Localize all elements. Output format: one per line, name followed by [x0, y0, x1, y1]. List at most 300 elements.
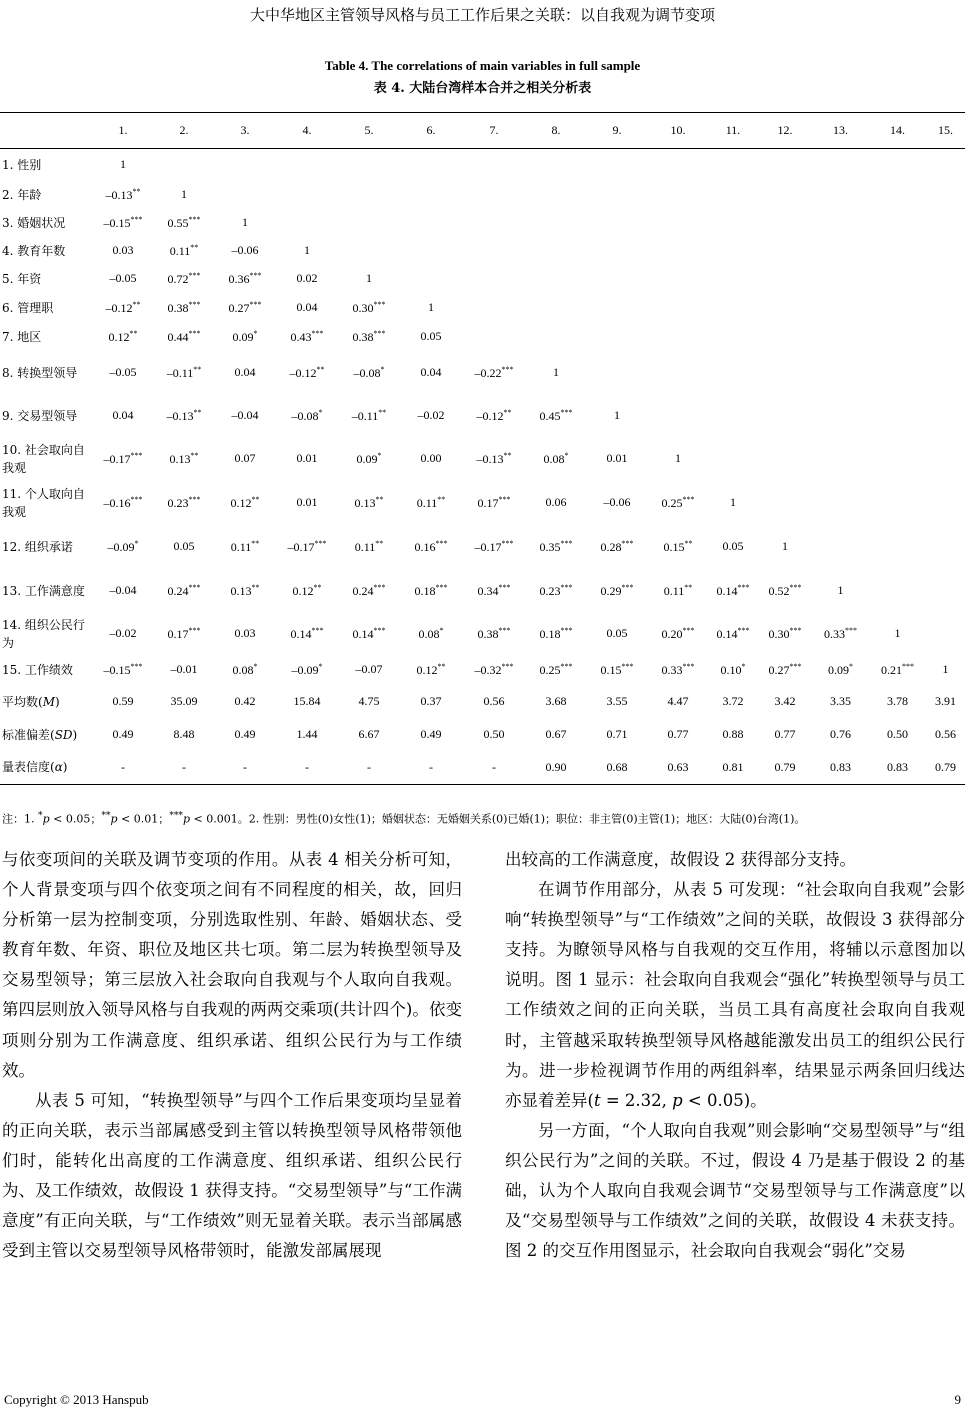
table-cell: –0.12** [289, 364, 325, 380]
table-cell: –0.17*** [474, 538, 514, 554]
table-cell: –0.02 [417, 408, 445, 422]
table-cell [812, 149, 869, 181]
table-cell [526, 149, 586, 181]
table-cell [758, 293, 812, 323]
table-cell [586, 323, 648, 351]
table-cell [926, 569, 965, 613]
table-row [0, 437, 965, 481]
table-cell: 0.90 [526, 751, 586, 785]
table-cell: 0.15** [663, 538, 693, 554]
table-cell [586, 351, 648, 395]
table-cell: 0.35*** [539, 538, 573, 554]
table-header-cell: 9. [586, 113, 648, 149]
table-cell: 0.56 [935, 727, 956, 741]
table-cell: 0.18*** [539, 625, 573, 641]
table-cell [648, 395, 708, 437]
table-cell [462, 265, 526, 293]
table-cell [708, 395, 758, 437]
table-cell: 0.38*** [352, 328, 386, 344]
table-cell: 1 [120, 157, 126, 172]
table-cell [526, 237, 586, 265]
table-cell: 1 [675, 451, 681, 465]
table-cell [926, 481, 965, 525]
table-header-cell: 8. [526, 113, 586, 149]
table-header-cell: 15. [926, 113, 965, 149]
table-note: 注：1. *p < 0.05；**p < 0.01；***p < 0.001。2. 性别：男性(0)女性(1)；婚姻状态：无婚姻关系(0)已婚(1)；职位：非主管(0)主管(1)；地区：大陆(0)台湾(1)。 [2, 810, 806, 826]
table-cell [648, 209, 708, 237]
table-cell: 0.04 [234, 365, 256, 379]
table-cell [648, 237, 708, 265]
table-cell: 0.44*** [167, 328, 201, 344]
table-row [0, 351, 965, 395]
table-cell [926, 181, 965, 209]
table-cell: 0.03 [112, 243, 134, 257]
table-cell [926, 395, 965, 437]
table-cell: 0.42 [234, 694, 256, 708]
table-cell [708, 351, 758, 395]
table-cell: 0.09* [828, 661, 853, 677]
table-cell [462, 181, 526, 209]
paragraph: 与依变项间的关联及调节变项的作用。从表 4 相关分析可知，个人背景变项与四个依变项之间有不同程度的相关，故，回归分析第一层为控制变项，分别选取性别、年龄、婚姻状态、受教育年数、年资、职位及地区共七项。第二层为转换型领导及交易型领导；第三层放入社会取向自我观与个人取向自我观。第四层则放入领导风格与自我观的两两交乘项(共计四个)。依变项则分别为工作满意度、组织承诺、组织公民行为与工作绩效。 [2, 850, 462, 1080]
row-label: 2. 年龄 [2, 187, 42, 202]
table-cell: 0.37 [420, 694, 442, 708]
table-cell [400, 149, 462, 181]
table-cell: –0.22*** [474, 364, 514, 380]
table-row [0, 481, 965, 525]
table-cell [648, 323, 708, 351]
table-cell: 1 [942, 662, 949, 676]
table-cell: 0.81 [708, 751, 758, 785]
table-cell: 0.13** [169, 450, 199, 466]
table-cell [812, 525, 869, 569]
table-cell [926, 351, 965, 395]
row-label: 12. 组织承诺 [2, 539, 73, 554]
table-cell [648, 149, 708, 181]
table-cell [214, 149, 276, 181]
table-cell: 0.52*** [768, 582, 802, 598]
table-header-cell: 2. [154, 113, 214, 149]
table-cell: –0.09* [107, 538, 139, 554]
table-cell: –0.06 [603, 495, 631, 509]
table-cell [400, 181, 462, 209]
table-cell: –0.04 [231, 408, 259, 422]
table-cell: 0.30*** [352, 299, 386, 315]
table-cell [338, 209, 400, 237]
table-cell: 0.49 [234, 727, 256, 741]
row-label: 量表信度(α) [0, 751, 92, 785]
row-label: 4. 教育年数 [2, 243, 66, 258]
table-cell: 0.27*** [768, 661, 802, 677]
table-cell: 0.05 [420, 329, 442, 343]
table-cell: 0.15*** [600, 661, 634, 677]
table-cell [869, 437, 926, 481]
table-cell: 0.11** [416, 494, 446, 510]
table-cell: 0.20*** [661, 625, 695, 641]
table-header-cell: 7. [462, 113, 526, 149]
table-cell [758, 237, 812, 265]
table-cell: 3.78 [887, 694, 908, 708]
table-cell: 0.13** [230, 582, 260, 598]
table-cell: 0.05 [173, 539, 195, 553]
table-cell [758, 181, 812, 209]
table-cell [276, 181, 338, 209]
table-cell: 0.08* [543, 450, 569, 466]
running-head: 大中华地区主管领导风格与员工工作后果之关联：以自我观为调节变项 [249, 6, 715, 24]
table-cell [869, 293, 926, 323]
table-row [0, 323, 965, 351]
table-cell: 0.43*** [290, 328, 324, 344]
table-cell: 0.17*** [167, 625, 201, 641]
row-label: 8. 转换型领导 [2, 365, 78, 380]
table-row [0, 293, 965, 323]
table-cell: 0.04 [296, 300, 318, 314]
table-cell [708, 181, 758, 209]
table-cell [926, 437, 965, 481]
table-cell [708, 323, 758, 351]
table-header-cell: 11. [708, 113, 758, 149]
table-cell [276, 209, 338, 237]
table-cell: 0.50 [483, 727, 505, 741]
table-cell [154, 149, 214, 181]
table-cell [926, 525, 965, 569]
table-cell: –0.16*** [103, 494, 143, 510]
table-cell: 4.75 [358, 694, 380, 708]
table-header-cell: 6. [400, 113, 462, 149]
table-cell: 0.49 [112, 727, 134, 741]
table-cell: 0.11** [663, 582, 693, 598]
table-cell: –0.06 [231, 243, 259, 257]
table-cell [526, 181, 586, 209]
table-cell: 1 [181, 187, 187, 201]
table-cell [812, 293, 869, 323]
table-cell: - [154, 751, 214, 785]
table-cell: –0.12** [476, 407, 512, 423]
table-cell: –0.08* [291, 407, 323, 423]
table-cell [869, 569, 926, 613]
table-cell [812, 181, 869, 209]
table-cell [869, 181, 926, 209]
table-cell: 0.05 [606, 626, 628, 640]
table-cell [926, 237, 965, 265]
table-cell: - [92, 751, 154, 785]
table-cell: 0.09* [356, 450, 382, 466]
table-cell: –0.32*** [474, 661, 514, 677]
row-label: 标准偏差(SD) [2, 727, 78, 742]
table-cell [869, 149, 926, 181]
table-cell: 1 [366, 271, 372, 285]
table-cell: 3.72 [722, 694, 744, 708]
table-cell: 0.02 [296, 271, 318, 285]
table-cell [758, 209, 812, 237]
table-cell: 0.14*** [716, 625, 750, 641]
table-cell: 6.67 [358, 727, 380, 741]
table-header-cell: 12. [758, 113, 812, 149]
table-cell: –0.15*** [103, 661, 143, 677]
table-cell: 0.29*** [600, 582, 634, 598]
table-cell [708, 237, 758, 265]
table-cell [869, 525, 926, 569]
table-cell: –0.13** [166, 407, 202, 423]
table-cell [648, 265, 708, 293]
table-cell: 0.67 [545, 727, 567, 741]
table-cell [586, 209, 648, 237]
table-cell: 0.33*** [824, 625, 857, 641]
table-cell: 15.84 [293, 694, 321, 708]
table-cell: 0.04 [420, 365, 442, 379]
table-cell [926, 149, 965, 181]
body-column-left [2, 845, 462, 1266]
table-row [0, 655, 965, 685]
table-cell [812, 265, 869, 293]
table-cell: - [338, 751, 400, 785]
table-cell: 0.12** [108, 328, 138, 344]
table-cell: 3.91 [935, 694, 956, 708]
table-cell: 1 [428, 300, 434, 314]
table-cell: 4.47 [667, 694, 689, 708]
table-cell: 0.30*** [768, 625, 802, 641]
table-cell: 0.68 [586, 751, 648, 785]
table-cell: 0.16*** [414, 538, 448, 554]
table-cell [758, 437, 812, 481]
table-cell: 0.72*** [167, 270, 201, 286]
table-row [0, 751, 965, 785]
table-cell: –0.08* [353, 364, 385, 380]
table-cell [869, 237, 926, 265]
table-cell: 0.14*** [716, 582, 750, 598]
table-cell: –0.12** [105, 299, 141, 315]
table-cell [586, 237, 648, 265]
table-cell: 0.13** [354, 494, 384, 510]
table-cell: 0.79 [926, 751, 965, 785]
row-label: 13. 工作满意度 [2, 583, 85, 598]
row-label: 7. 地区 [2, 329, 42, 344]
table-cell [708, 437, 758, 481]
row-label: 10. 社会取向自我观 [2, 442, 85, 475]
table-header-cell: 14. [869, 113, 926, 149]
table-cell: 0.56 [483, 694, 505, 708]
table-cell: 0.11** [354, 538, 384, 554]
table-cell: 0.59 [112, 694, 134, 708]
table-cell: 0.03 [234, 626, 256, 640]
table-cell [926, 265, 965, 293]
table-cell: –0.17*** [103, 450, 143, 466]
table-cell [400, 237, 462, 265]
table-header-cell: 10. [648, 113, 708, 149]
table-cell [869, 395, 926, 437]
table-cell [526, 323, 586, 351]
table-cell: 0.55*** [167, 214, 201, 230]
table-cell: –0.15*** [103, 214, 143, 230]
table-cell: –0.04 [109, 583, 137, 597]
table-cell [812, 351, 869, 395]
table-cell: 0.14*** [290, 625, 324, 641]
paragraph: 另一方面，“个人取向自我观”则会影响“交易型领导”与“组织公民行为”之间的关联。不过，假设 4 乃是基于假设 2 的基础，认为个人取向自我观会调节“交易型领导与工作满意度”以及“交易型领导与工作绩效”之间的关联，故假设 4 未获支持。图 2 的交互作用图显示，社会取向自我观会“弱化”交易 [505, 1120, 965, 1261]
table-cell: 0.25*** [539, 661, 573, 677]
table-cell: 0.12** [230, 494, 260, 510]
table-cell: 0.23*** [539, 582, 573, 598]
table-cell: 0.71 [606, 727, 628, 741]
table-cell [708, 209, 758, 237]
table-cell: –0.09* [291, 661, 323, 677]
table-cell: 0.77 [774, 727, 796, 741]
table-cell [758, 395, 812, 437]
table-cell: 0.06 [545, 495, 567, 509]
table-cell [214, 181, 276, 209]
table-cell [869, 265, 926, 293]
row-label: 6. 管理职 [2, 300, 54, 315]
table-cell: 0.07 [234, 451, 256, 465]
table-cell [812, 437, 869, 481]
table-cell: 0.45*** [539, 407, 573, 423]
row-label: 9. 交易型领导 [2, 408, 78, 423]
table-cell: 0.24*** [352, 582, 386, 598]
table-cell: 0.18*** [414, 582, 448, 598]
table-cell: 0.00 [420, 451, 442, 465]
table-row [0, 209, 965, 237]
table-cell: 0.49 [420, 727, 442, 741]
table-cell [708, 293, 758, 323]
table-cell [812, 323, 869, 351]
table-cell: –0.07 [355, 662, 383, 676]
table-cell: 1 [553, 365, 559, 379]
paragraph: 从表 5 可知，“转换型领导”与四个工作后果变项均呈显着的正向关联，表示当部属感受到主管以转换型领导风格带领他们时，能转化出高度的工作满意度、组织承诺、组织公民行为、及工作绩效，故假设 1 获得支持。“交易型领导”与“工作满意度”有正向关联，与“工作绩效”则无显着关联。表示当部属感受到主管以交易型领导风格带领时，能激发部属展现 [2, 1090, 462, 1261]
table-cell [926, 323, 965, 351]
table-cell [276, 149, 338, 181]
table-cell: 8.48 [173, 727, 195, 741]
table-cell: 3.35 [830, 694, 851, 708]
table-cell [708, 149, 758, 181]
table-cell: 1 [304, 243, 310, 257]
table-cell [758, 265, 812, 293]
correlation-table [0, 112, 965, 785]
table-cell: 1 [730, 495, 736, 509]
table-cell: 1.44 [296, 727, 318, 741]
table-cell: 0.50 [887, 727, 908, 741]
table-cell: –0.05 [109, 365, 137, 379]
table-cell [812, 395, 869, 437]
table-cell: –0.13** [105, 186, 141, 202]
table-cell: 0.21*** [881, 661, 914, 677]
table-cell: 0.14*** [352, 625, 386, 641]
table-cell: 0.38*** [477, 625, 511, 641]
table-cell: 0.27*** [228, 299, 262, 315]
table-row [0, 719, 965, 751]
table-cell: 1 [782, 539, 788, 553]
table-cell: 1 [894, 626, 901, 640]
table-cell [400, 209, 462, 237]
row-label: 3. 婚姻状况 [2, 215, 66, 230]
table-cell: 0.76 [830, 727, 851, 741]
table-cell: 0.23*** [167, 494, 201, 510]
table-cell: 0.83 [812, 751, 869, 785]
table-cell: 0.88 [722, 727, 744, 741]
table-cell: 3.42 [774, 694, 796, 708]
table-caption-en: Table 4. The correlations of main variables in full sample [324, 58, 641, 73]
table-cell: 0.25*** [661, 494, 695, 510]
table-cell: –0.02 [109, 626, 137, 640]
table-cell: 0.05 [722, 539, 744, 553]
table-cell [926, 209, 965, 237]
table-cell: 0.04 [112, 408, 134, 422]
table-cell: 0.01 [296, 451, 318, 465]
table-cell [758, 481, 812, 525]
row-label: 11. 个人取向自我观 [2, 486, 85, 519]
table-cell: –0.01 [170, 662, 198, 676]
table-cell [462, 149, 526, 181]
table-cell [926, 293, 965, 323]
table-row [0, 613, 965, 655]
table-cell [462, 293, 526, 323]
table-cell [586, 181, 648, 209]
table-header-cell: 13. [812, 113, 869, 149]
paragraph: 在调节作用部分，从表 5 可发现：“社会取向自我观”会影响“转换型领导”与“工作绩效”之间的关联，故假设 3 获得部分支持。为瞭领导风格与自我观的交互作用，将辅以示意图加以说明。图 1 显示：社会取向自我观会“强化”转换型领导与员工工作绩效之间的正向关联，当员工具有高度社会取向自我观时，主管越采取转换型领导风格越能激发出员工的组织公民行为。进一步检视调节作用的两组斜率，结果显示两条回归线达亦显着差异(t = 2.32, p < 0.05)。 [505, 880, 965, 1110]
row-label: 15. 工作绩效 [2, 662, 73, 677]
table-header-cell: 4. [276, 113, 338, 149]
table-cell [812, 237, 869, 265]
table-cell: - [276, 751, 338, 785]
table-cell [400, 265, 462, 293]
table-cell [812, 481, 869, 525]
table-row [0, 181, 965, 209]
table-cell: 1 [614, 408, 620, 422]
table-cell: 35.09 [170, 694, 198, 708]
row-label: 1. 性别 [2, 157, 42, 172]
table-cell [462, 237, 526, 265]
table-cell [586, 265, 648, 293]
body-column-right [505, 845, 965, 1266]
table-header-cell [0, 113, 92, 149]
table-cell: 1 [242, 215, 248, 229]
table-cell [462, 209, 526, 237]
table-cell: 0.36*** [228, 270, 262, 286]
table-cell: 0.01 [606, 451, 628, 465]
table-cell [869, 481, 926, 525]
table-cell: –0.05 [109, 271, 137, 285]
table-cell [926, 613, 965, 655]
table-cell [708, 265, 758, 293]
table-cell: –0.13** [476, 450, 512, 466]
table-cell [338, 181, 400, 209]
table-cell [526, 265, 586, 293]
table-cell [586, 149, 648, 181]
row-label: 平均数(M) [2, 694, 60, 709]
table-cell [758, 149, 812, 181]
table-cell: 0.11** [169, 242, 199, 258]
table-cell: 0.79 [758, 751, 812, 785]
table-cell [586, 293, 648, 323]
table-cell [869, 351, 926, 395]
row-label: 14. 组织公民行为 [2, 617, 85, 650]
table-cell [338, 149, 400, 181]
table-cell [869, 323, 926, 351]
page-number: 9 [954, 1392, 961, 1407]
table-cell: 0.38*** [167, 299, 201, 315]
table-cell: 0.77 [667, 727, 689, 741]
table-cell: 0.63 [648, 751, 708, 785]
table-cell: 0.28*** [600, 538, 634, 554]
table-cell: 1 [837, 583, 844, 597]
table-row [0, 685, 965, 719]
table-cell: 0.24*** [167, 582, 201, 598]
table-cell: 0.08* [418, 625, 444, 641]
table-cell [869, 209, 926, 237]
table-row [0, 149, 965, 181]
table-cell [526, 209, 586, 237]
table-cell: - [214, 751, 276, 785]
table-cell [758, 351, 812, 395]
table-cell: 3.68 [545, 694, 567, 708]
table-cell: 0.33*** [661, 661, 695, 677]
